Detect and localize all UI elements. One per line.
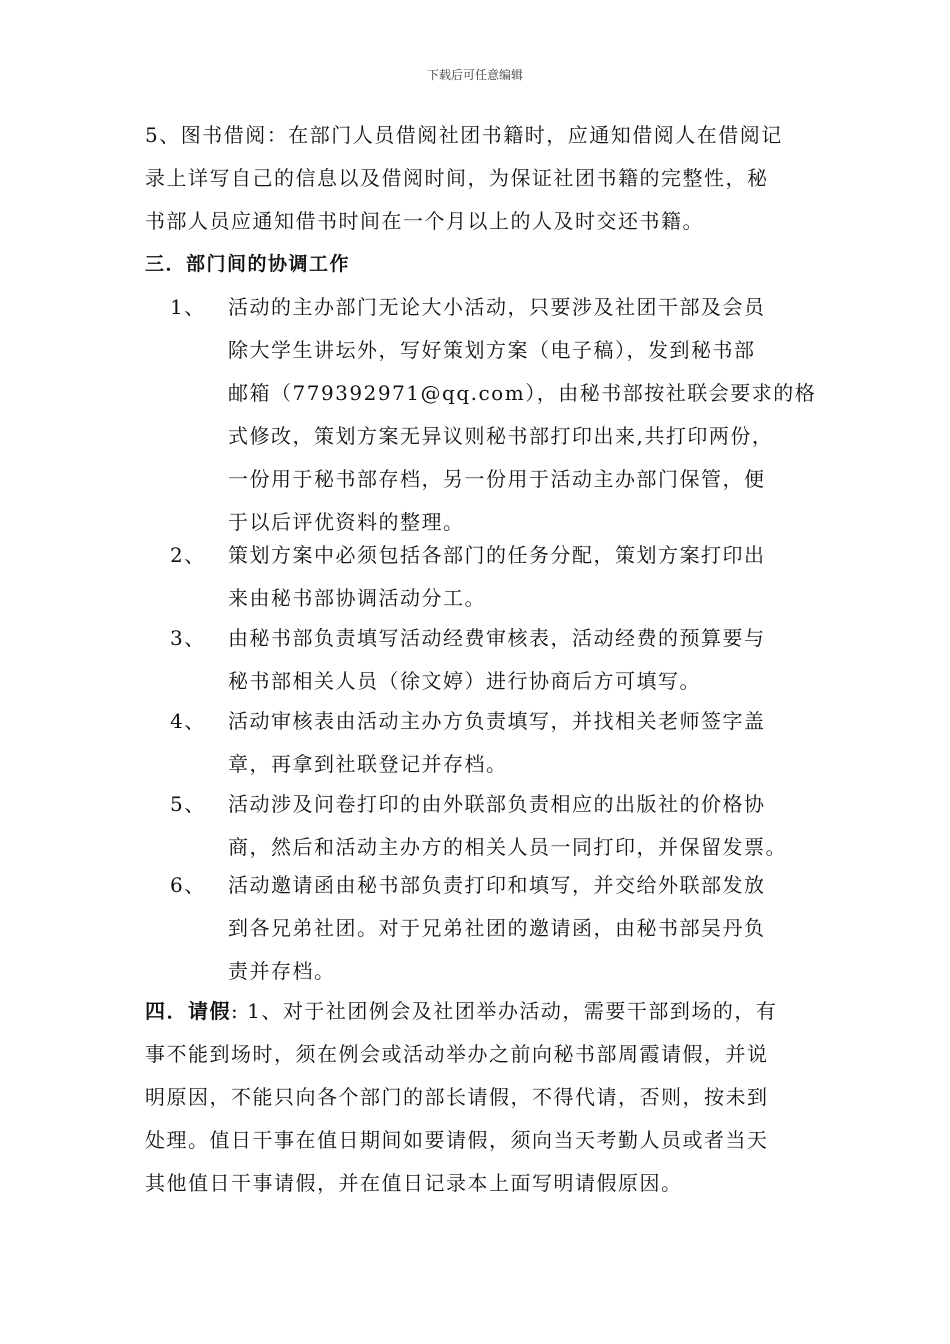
item-line: 章，再拿到社联登记并存档。 [228,752,508,776]
item-text [228,783,787,869]
paragraph-line: 书部人员应通知借书时间在一个月以上的人及时交还书籍。 [145,209,704,233]
item-line: 除大学生讲坛外，写好策划方案（电子稿），发到秘书部 [228,338,756,362]
paragraph-line: 录上详写自己的信息以及借阅时间，为保证社团书籍的完整性，秘 [145,166,769,190]
item-number: 4、 [170,709,206,733]
page-header: 下载后可任意编辑 [426,68,523,82]
item-line: 到各兄弟社团。对于兄弟社团的邀请函，由秘书部吴丹负 [228,916,766,940]
item-line: 于以后评优资料的整理。 [228,510,465,534]
item-number: 6、 [170,873,206,897]
item-line: 邮箱（779392971@qq.com），由秘书部按社联会要求的格 [228,381,817,405]
item-number: 5、 [170,792,206,816]
section-leave-request [145,990,805,1205]
section-heading-leave: 四．请假 [145,999,231,1023]
paragraph-line: 处理。值日干事在值日期间如要请假，须向当天考勤人员或者当天 [145,1128,769,1152]
item-line: 活动邀请函由秘书部负责打印和填写，并交给外联部发放 [228,873,766,897]
item-line: 式修改，策划方案无异议则秘书部打印出来,共打印两份， [228,424,774,448]
item-line: 一份用于秘书部存档，另一份用于活动主办部门保管，便 [228,467,766,491]
item-line: 商，然后和活动主办方的相关人员一同打印，并保留发票。 [228,835,787,859]
section-heading-coordination: 三．部门间的协调工作 [145,253,351,275]
item-text [228,617,766,703]
item-line: 策划方案中必须包括各部门的任务分配，策划方案打印出 [228,543,766,567]
item-number: 2、 [170,543,206,567]
item-line: 来由秘书部协调活动分工。 [228,586,486,610]
item-text [228,864,766,993]
item-line: 活动涉及问卷打印的由外联部负责相应的出版社的价格协 [228,792,766,816]
paragraph-line: 明原因，不能只向各个部门的部长请假，不得代请，否则，按未到 [145,1085,769,1109]
item-text [228,286,816,544]
paragraph-line: 5、图书借阅：在部门人员借阅社团书籍时，应通知借阅人在借阅记 [145,123,783,147]
item-line: 责并存档。 [228,959,336,983]
item-text [228,534,766,620]
paragraph-line: 其他值日干事请假，并在值日记录本上面写明请假原因。 [145,1171,683,1195]
item-line: 秘书部相关人员（徐文婷）进行协商后方可填写。 [228,669,701,693]
item-line: 活动的主办部门无论大小活动，只要涉及社团干部及会员 [228,295,766,319]
item-number: 1、 [170,295,206,319]
item-text [228,700,766,786]
item-line: 活动审核表由活动主办方负责填写，并找相关老师签字盖 [228,709,766,733]
section-library-borrowing [145,114,805,243]
paragraph-line [145,990,805,1033]
item-line: 由秘书部负责填写活动经费审核表，活动经费的预算要与 [228,626,766,650]
paragraph-text: : 1、对于社团例会及社团举办活动，需要干部到场的，有 [231,999,778,1023]
paragraph-line: 事不能到场时，须在例会或活动举办之前向秘书部周霞请假，并说 [145,1042,769,1066]
item-number: 3、 [170,626,206,650]
